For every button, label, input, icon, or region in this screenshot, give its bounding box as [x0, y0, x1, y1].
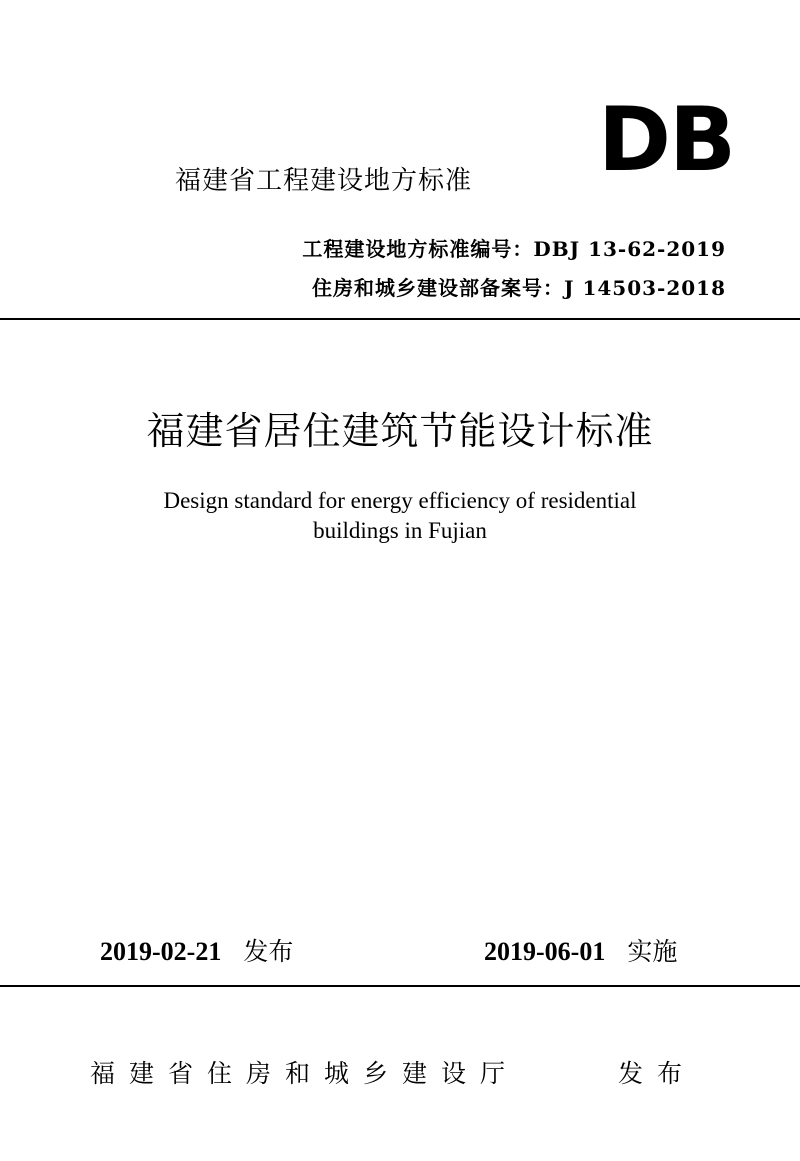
issue-label: 发布	[243, 937, 294, 966]
standard-category: 福建省工程建设地方标准	[175, 166, 473, 196]
title-english-line2: buildings in Fujian	[313, 518, 487, 543]
record-number-line	[312, 272, 726, 301]
record-number-label: 住房和城乡建设部备案号：	[312, 276, 565, 300]
publisher: 福建省住房和城乡建设厅	[90, 1059, 520, 1088]
standard-number: DBJ 13-62-2019	[533, 237, 726, 261]
bottom-divider	[0, 985, 800, 987]
title-chinese: 福建省居住建筑节能设计标准	[146, 409, 654, 453]
standard-number-label: 工程建设地方标准编号：	[302, 237, 534, 261]
record-number: J 14503-2018	[564, 276, 726, 300]
title-english-line1: Design standard for energy efficiency of residential	[163, 488, 637, 513]
implement-date: 2019-06-01	[484, 937, 606, 966]
implement-date-line	[484, 932, 677, 968]
top-divider	[0, 318, 800, 320]
title-english	[0, 486, 800, 546]
issue-date-line	[100, 932, 293, 968]
issue-date: 2019-02-21	[100, 937, 222, 966]
implement-label: 实施	[627, 937, 678, 966]
publish-label: 发布	[618, 1059, 697, 1088]
standard-number-line	[302, 233, 726, 262]
db-logo: DB	[598, 88, 735, 191]
